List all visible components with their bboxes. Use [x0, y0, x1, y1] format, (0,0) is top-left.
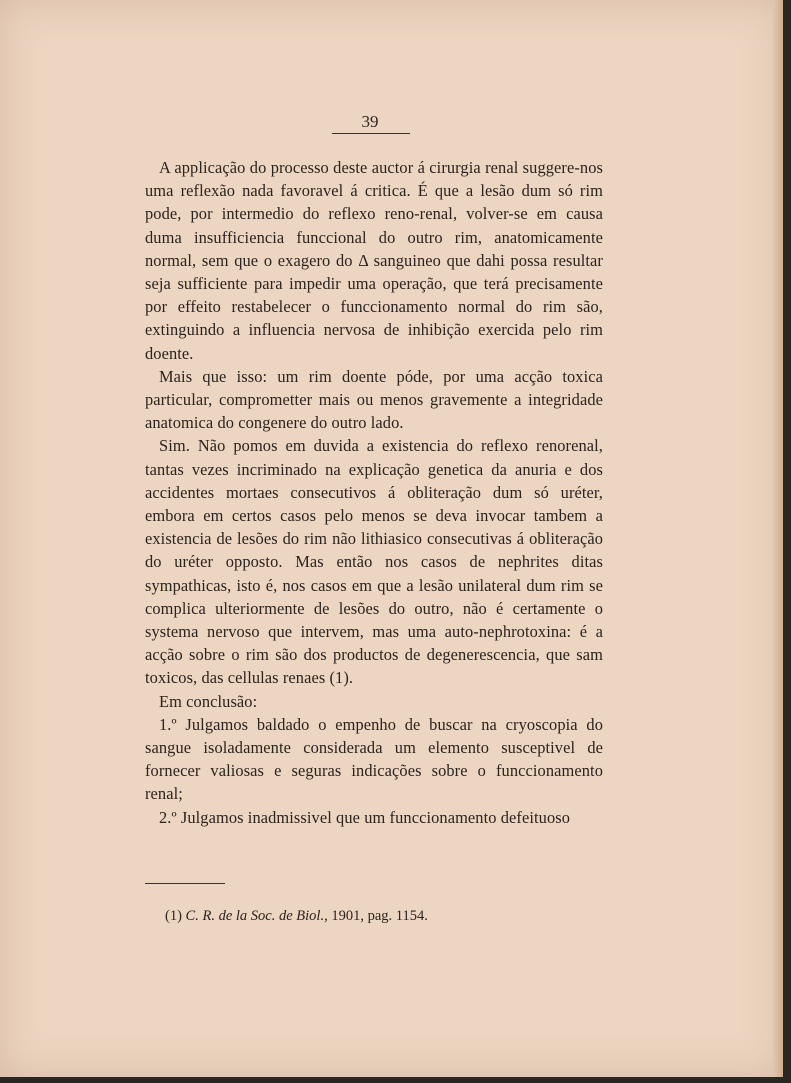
footnote-source: C. R. de la Soc. de Biol. — [185, 908, 325, 924]
paragraph: Sim. Não pomos em duvida a existencia do reflexo renorenal, tantas vezes incriminado na explicação genetica da anuria e dos accidentes mortaes consecutivos á obliteração dum só uréter, embora em certos casos pelo menos se deva invocar tambem a existencia de lesões do rim não lithiasico consecutivas á obliteração do uréter opposto. Mas então nos casos de nephrites ditas sympathicas, isto é, nos casos em que a lesão unilateral dum rim se complica ulteriormente de lesões do outro, não é certamente o systema nervoso que intervem, mas uma auto-nephrotoxina: é a acção sobre o rim são dos productos de degenerescencia, que sam toxicos, das cellulas renaes (1). — [145, 436, 603, 688]
footnote — [165, 908, 605, 925]
body-text — [145, 156, 603, 829]
footnote-rule — [145, 883, 225, 884]
paragraph: Mais que isso: um rim doente póde, por uma acção toxica particular, comprometter mais ou menos gravemente a integridade anatomica do congenere do outro lado. — [145, 366, 603, 433]
paragraph: A applicação do processo deste auctor á cirurgia renal suggere-nos uma reflexão nada favoravel á critica. É que a lesão dum só rim pode, por intermedio do reflexo reno-renal, volver-se em causa duma insufficiencia funccional do outro rim, anatomicamente normal, sem que o exagero do Δ sanguineo que dahi possa resultar seja sufficiente para impedir uma operação, que terá precisamente por effeito restabelecer o funccionamento normal do rim são, extinguindo a influencia nervosa de inhibição exercida pelo rim doente. — [145, 158, 603, 363]
paragraph: 2.º Julgamos inadmissivel que um funccionamento defeituoso — [159, 807, 571, 827]
page-edge — [773, 0, 783, 1077]
page-number: 39 — [361, 112, 379, 131]
footnote-marker: (1) — [165, 908, 182, 924]
paragraph: Em conclusão: — [159, 691, 258, 711]
footnote-details: , 1901, pag. 1154. — [324, 908, 428, 924]
paragraph: 1.º Julgamos baldado o empenho de buscar na cryoscopia do sangue isoladamente considerada um elemento susceptivel de fornecer valiosas e seguras indicações sobre o funccionamento renal; — [145, 714, 603, 804]
page-number-rule — [332, 133, 410, 134]
